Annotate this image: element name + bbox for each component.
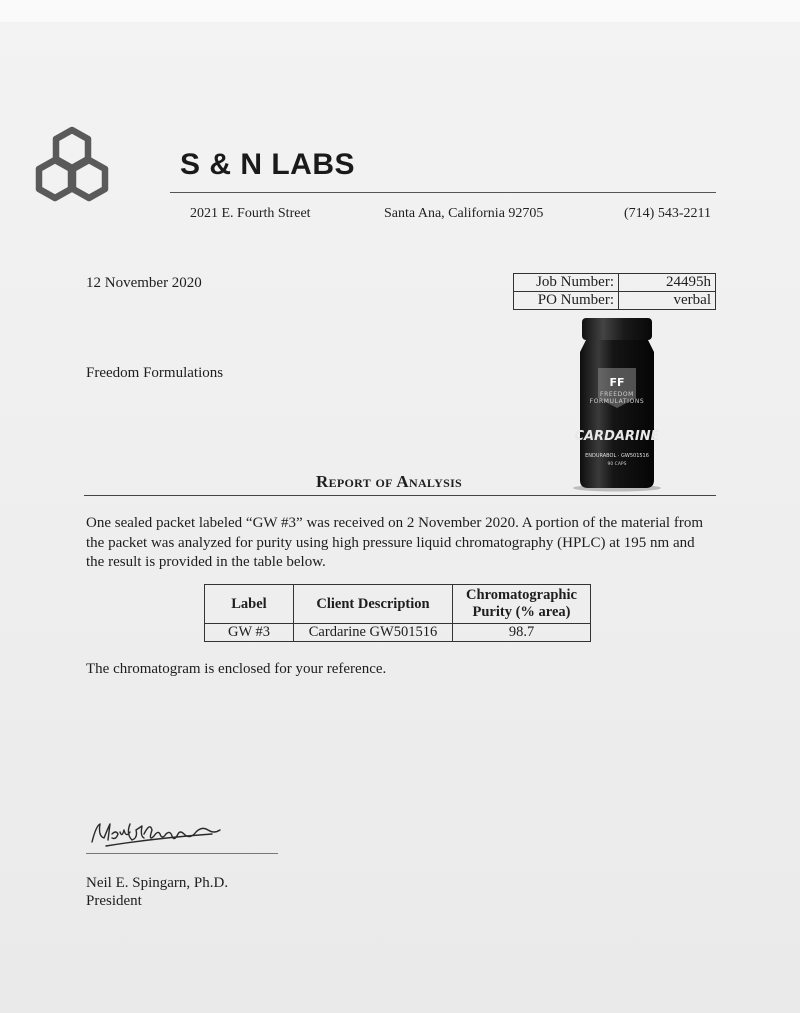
- header-divider: [170, 192, 716, 193]
- hexagon-logo-icon: [28, 124, 118, 216]
- signer-title: President: [86, 893, 142, 909]
- report-date: 12 November 2020: [86, 275, 202, 291]
- enclosed-note: The chromatogram is enclosed for your reference.: [86, 661, 387, 677]
- table-row: [205, 624, 591, 642]
- lab-phone: (714) 543-2211: [624, 206, 711, 221]
- results-header-row: [205, 585, 591, 624]
- handwritten-signature: [86, 812, 226, 852]
- brand-name-line: FREEDOM: [600, 391, 634, 398]
- signature-line: [86, 853, 278, 854]
- bottle-cap: [582, 318, 652, 340]
- cell-client-description: Cardarine GW501516: [294, 624, 453, 642]
- po-number-row: [514, 292, 716, 310]
- lab-city-address: Santa Ana, California 92705: [384, 206, 544, 221]
- signer-name: Neil E. Spingarn, Ph.D.: [86, 875, 229, 891]
- product-name: CARDARINE: [574, 429, 660, 444]
- job-number-row: [514, 274, 716, 292]
- product-bottle-image: [568, 316, 666, 492]
- po-number-label: PO Number:: [514, 292, 619, 310]
- cell-purity: 98.7: [453, 624, 591, 642]
- job-number-label: Job Number:: [514, 274, 619, 292]
- lab-street-address: 2021 E. Fourth Street: [190, 206, 311, 221]
- header-client-description: Client Description: [294, 585, 453, 624]
- report-title: Report of Analysis: [316, 472, 463, 491]
- header-purity: Chromatographic Purity (% area): [453, 585, 591, 624]
- po-number-value: verbal: [619, 292, 716, 310]
- job-number-value: 24495h: [619, 274, 716, 292]
- title-divider: [84, 495, 716, 496]
- product-count: 90 CAPS: [607, 462, 627, 467]
- product-subtitle: ENDURABOL · GW501516: [585, 453, 649, 459]
- cell-label: GW #3: [205, 624, 294, 642]
- client-name: Freedom Formulations: [86, 365, 224, 381]
- brand-subline: FORMULATIONS: [589, 398, 645, 405]
- lab-name: S & N LABS: [180, 148, 356, 181]
- header-label: Label: [205, 585, 294, 624]
- results-table: [204, 584, 591, 642]
- brand-monogram: FF: [609, 376, 625, 389]
- job-info-table: [513, 273, 716, 310]
- screen-top-band: [0, 0, 800, 22]
- analysis-description: One sealed packet labeled “GW #3” was received on 2 November 2020. A portion of the material from the packet was analyzed for purity using high pressure liquid chromatography (HPLC) at 195 nm and the result is provided in the table below.: [86, 515, 704, 570]
